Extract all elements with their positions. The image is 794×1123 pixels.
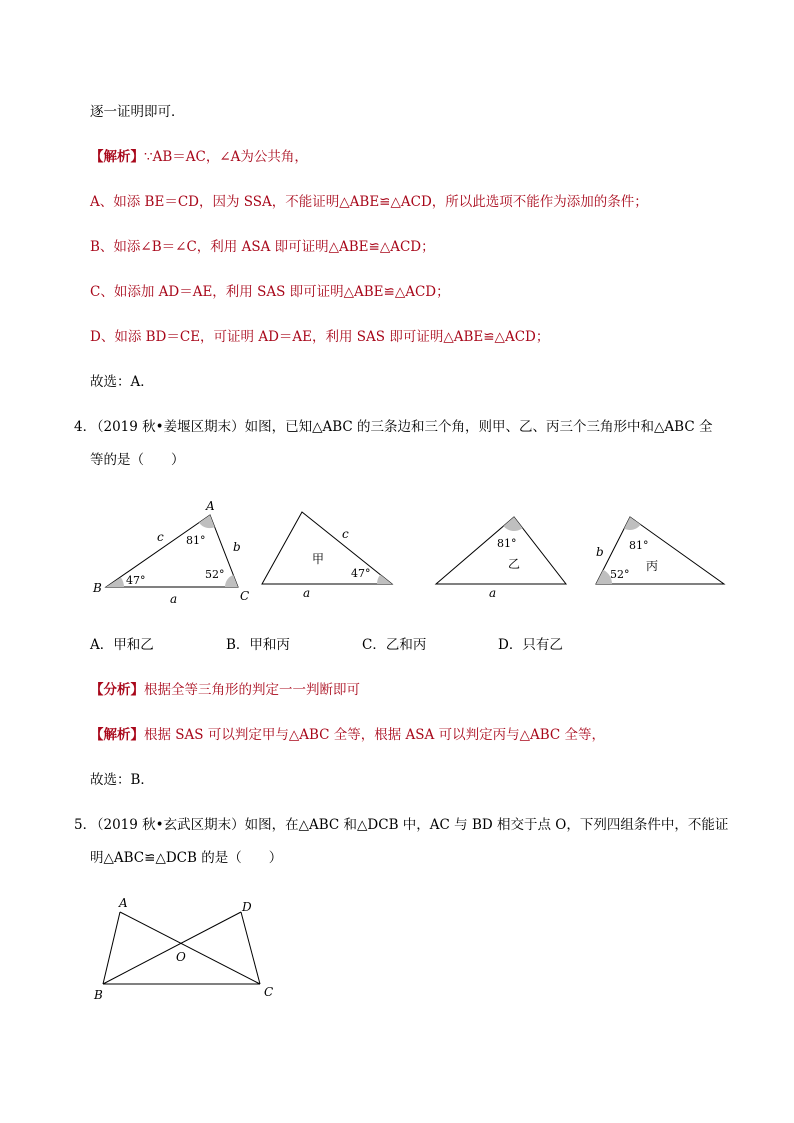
- point-o-label: O: [176, 950, 186, 964]
- triangle-yi: [436, 517, 566, 584]
- angle-b-label: 47°: [126, 574, 146, 587]
- analysis-text: ∵AB＝AC，∠A为公共角，: [144, 149, 308, 165]
- triangle-jia-name: 甲: [312, 552, 325, 566]
- jia-side-c-label: c: [342, 527, 349, 541]
- analysis-summary-line: [90, 681, 360, 699]
- point-b-label: B: [94, 988, 103, 1002]
- bing-angle-top-label: 81°: [629, 539, 649, 552]
- vertex-a-label: A: [206, 499, 215, 513]
- option-d[interactable]: D．只有乙: [498, 637, 563, 653]
- option-a-explanation: A、如添 BE＝CD，因为 SSA，不能证明△ABE≌△ACD，所以此选项不能作为添加的条件；: [90, 194, 648, 210]
- bing-angle-bottom-label: 52°: [610, 568, 630, 581]
- side-b-label: b: [233, 540, 241, 554]
- option-c[interactable]: C．乙和丙: [362, 637, 427, 653]
- vertex-c-label: C: [240, 589, 250, 603]
- segment-ac: [120, 912, 260, 984]
- segment-cd: [241, 912, 260, 984]
- question-text-cont: 明△ABC≌△DCB 的是（ ）: [90, 850, 283, 866]
- vertex-b-label: B: [93, 581, 102, 595]
- jiexi-text: 根据 SAS 可以判定甲与△ABC 全等，根据 ASA 可以判定丙与△ABC 全等，: [144, 727, 606, 743]
- solution-step-text: 逐一证明即可．: [90, 104, 185, 120]
- point-a-label: A: [119, 896, 128, 910]
- side-a-label: a: [170, 592, 178, 605]
- yi-angle-label: 81°: [497, 537, 517, 550]
- side-c-label: c: [157, 530, 164, 544]
- segment-bd: [103, 912, 241, 984]
- analysis-tag: 【解析】: [90, 149, 144, 165]
- triangles-figure: [0, 490, 794, 605]
- option-b[interactable]: B．甲和丙: [226, 637, 290, 653]
- question-text-cont: 等的是（ ）: [90, 452, 185, 468]
- point-c-label: C: [264, 985, 274, 999]
- analysis-line: [90, 148, 308, 166]
- segment-ab: [103, 912, 120, 984]
- jia-side-a-label: a: [303, 586, 311, 600]
- fenxi-tag: 【分析】: [90, 682, 144, 698]
- option-d-explanation: D、如添 BD＝CE，可证明 AD＝AE，利用 SAS 即可证明△ABE≌△ACD；: [90, 329, 550, 345]
- question-text: （2019 秋•玄武区期末）如图，在△ABC 和△DCB 中，AC 与 BD 相交于点 O，下列四组条件中，不能证: [90, 817, 729, 833]
- angle-c-label: 52°: [205, 568, 225, 581]
- fenxi-text: 根据全等三角形的判定一一判断即可: [144, 682, 360, 698]
- answer-line: 故选：A．: [90, 374, 154, 390]
- question-number: 4．: [74, 419, 97, 435]
- angle-a-label: 81°: [186, 534, 206, 547]
- triangle-bing-name: 丙: [646, 559, 659, 573]
- option-a[interactable]: A．甲和乙: [90, 637, 154, 653]
- option-b-explanation: B、如添∠B＝∠C，利用 ASA 即可证明△ABE≌△ACD；: [90, 239, 435, 255]
- q4-analysis-line: [90, 726, 605, 744]
- triangle-yi-name: 乙: [508, 557, 521, 571]
- option-c-explanation: C、如添加 AD＝AE，利用 SAS 即可证明△ABE≌△ACD；: [90, 284, 450, 300]
- q4-answer-line: 故选：B．: [90, 772, 154, 788]
- question-text: （2019 秋•姜堰区期末）如图，已知△ABC 的三条边和三个角，则甲、乙、丙三个三角形中和△ABC 全: [90, 419, 713, 435]
- jiexi-tag: 【解析】: [90, 727, 144, 743]
- triangle-jia: [262, 512, 392, 584]
- bing-side-b-label: b: [596, 545, 604, 559]
- question-number: 5．: [74, 817, 97, 833]
- angle-jia-marker: [377, 575, 392, 584]
- point-d-label: D: [242, 900, 252, 914]
- yi-side-a-label: a: [489, 586, 497, 600]
- angle-b-marker: [106, 577, 124, 587]
- jia-angle-label: 47°: [351, 567, 371, 580]
- quadrilateral-figure: [0, 890, 320, 1010]
